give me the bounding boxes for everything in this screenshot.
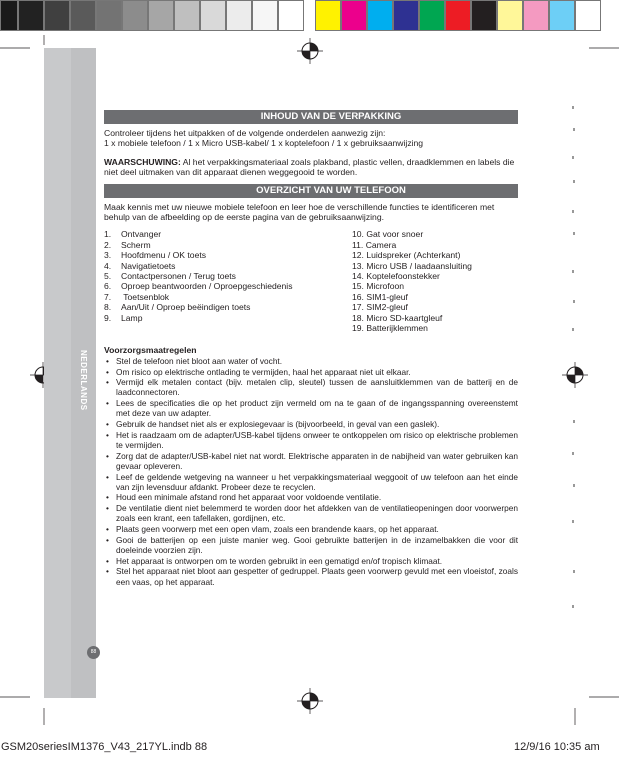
part-label: Aan/Uit / Oproep beëindigen toets [121, 302, 251, 313]
precaution-item: • De ventilatie dient niet belemmerd te worden door het afdekken van de ventilatieopeningen door voorwerpen zoals een krant, een tafellaken, gordijnen, etc. [104, 503, 518, 523]
part-item [104, 250, 293, 260]
precautions-list [104, 356, 518, 587]
precaution-item: • Stel de telefoon niet bloot aan water of vocht. [104, 356, 518, 366]
part-number: 6. [104, 281, 112, 292]
contents-intro: Controleer tijdens het uitpakken of de volgende onderdelen aanwezig zijn: [104, 128, 386, 138]
part-number: 3. [104, 250, 112, 261]
contents-list: 1 x mobiele telefoon / 1 x Micro USB-kabel/ 1 x koptelefoon / 1 x gebruiksaanwijzing [104, 138, 424, 149]
warning-text: Al het verpakkingsmateriaal zoals plakband, plastic vellen, draadklemmen en labels die niet deel uitmaken van dit apparaat dienen weggegooid te worden. [104, 156, 515, 178]
page-content [104, 110, 518, 587]
overview-intro: Maak kennis met uw nieuwe mobiele telefoon en leer hoe de verschillende functies te identificeren met behulp van de afbeelding op de eerste pagina van de gebruiksaanwijzing. [104, 201, 495, 223]
footer-date: 12/9/16 10:35 am [514, 741, 600, 753]
part-number: 9. [104, 312, 112, 323]
part-item: 15. Microfoon [352, 281, 405, 292]
section-heading-phone-overview [104, 184, 518, 198]
precaution-item: • Lees de specificaties die op het product zijn vermeld om na te gaan of de ingangsspanning overeenstemt met deze van uw adapter. [104, 398, 518, 418]
warning-paragraph [104, 157, 518, 178]
page-number: 88 [87, 646, 100, 659]
precaution-item: • Om risico op elektrische ontlading te vermijden, haal het apparaat niet uit elkaar. [104, 367, 518, 377]
part-label: Toetsenblok [121, 291, 170, 302]
part-number: 5. [104, 271, 112, 281]
part-number: 1. [104, 229, 112, 240]
warning-label: WAARSCHUWING: [104, 156, 181, 167]
precaution-item: • Stel het apparaat niet bloot aan gespetter of gedruppel. Plaats geen voorwerp gevuld met een vloeistof, zoals een vaas, op het apparaat. [104, 566, 518, 586]
bleed-through-marks [571, 100, 581, 660]
part-item [104, 302, 293, 312]
part-label: Contactpersonen / Terug toets [121, 271, 236, 281]
part-number: 2. [104, 239, 112, 250]
part-number: 4. [104, 260, 112, 271]
part-item [104, 271, 293, 281]
parts-list-right [352, 229, 472, 333]
precaution-item: • Gebruik de handset niet als er explosiegevaar is (bijvoorbeeld, in geval van een gaslek). [104, 419, 518, 429]
part-item [104, 229, 293, 239]
part-label: Ontvanger [121, 229, 162, 240]
parts-list-left [104, 229, 293, 323]
part-item: 10. Gat voor snoer [352, 229, 424, 240]
section-title: INHOUD VAN DE VERPAKKING [260, 111, 402, 122]
precaution-item: • Plaats geen voorwerp met een open vlam, zoals een brandende kaars, op het apparaat. [104, 524, 518, 534]
registration-mark-top [297, 38, 323, 64]
precautions-title: Voorzorgsmaatregelen [104, 345, 197, 356]
precaution-item: • Vermijd elk metalen contact (bijv. metalen clip, sleutel) tussen de aansluitklemmen van de batterij en de laadconnectoren. [104, 377, 518, 397]
part-item [104, 240, 293, 250]
precaution-item: • Gooi de batterijen op een juiste manier weg. Gooi gebruikte batterijen in de inzamelbakken die voor dit doeleinde voorzien zijn. [104, 535, 518, 555]
part-item: 18. Micro SD-kaartgleuf [352, 312, 443, 323]
part-item: 17. SIM2-gleuf [352, 302, 408, 313]
precaution-item: • Zorg dat de adapter/USB-kabel niet nat wordt. Elektrische apparaten in de nabijheid van water gebruiken kan gevaar opleveren. [104, 451, 518, 471]
precaution-item: • Het apparaat is ontworpen om te worden gebruikt in een gematigd en/of tropisch klimaat. [104, 556, 518, 566]
part-label: Oproep beantwoorden / Oproepgeschiedenis [121, 281, 293, 292]
part-label: Lamp [121, 312, 143, 323]
part-item: 13. Micro USB / laadaansluiting [352, 260, 472, 271]
language-label: NEDERLANDS [79, 350, 88, 411]
part-item [104, 261, 293, 271]
part-item [104, 281, 293, 291]
part-item: 19. Batterijklemmen [352, 322, 428, 333]
part-item: 14. Koptelefoonstekker [352, 271, 440, 281]
part-item: 12. Luidspreker (Achterkant) [352, 250, 461, 261]
section-heading-package-contents [104, 110, 518, 124]
part-number: 8. [104, 302, 112, 313]
part-number: 7. [104, 291, 112, 302]
part-item: 11. Camera [352, 239, 397, 250]
precaution-item: • Houd een minimale afstand rond het apparaat voor voldoende ventilatie. [104, 492, 518, 502]
part-item: 16. SIM1-gleuf [352, 291, 408, 302]
footer-file-info: GSM20seriesIM1376_V43_217YL.indb 88 [1, 741, 208, 753]
part-item [104, 313, 293, 323]
part-label: Hoofdmenu / OK toets [121, 250, 207, 261]
part-label: Scherm [121, 239, 151, 250]
precaution-item: • Het is raadzaam om de adapter/USB-kabel tijdens onweer te ontkoppelen om risico op elektrische problemen te vermijden. [104, 430, 518, 450]
part-item [104, 292, 293, 302]
precaution-item: • Leef de geldende wetgeving na wanneer u het verpakkingsmateriaal weggooit of uw telefoon aan het einde van zijn levensduur afdankt. Probeer deze te recyclen. [104, 472, 518, 492]
section-title: OVERZICHT VAN UW TELEFOON [256, 184, 406, 196]
registration-mark-bottom [297, 688, 323, 714]
part-label: Navigatietoets [121, 260, 176, 271]
parts-list [104, 229, 518, 341]
